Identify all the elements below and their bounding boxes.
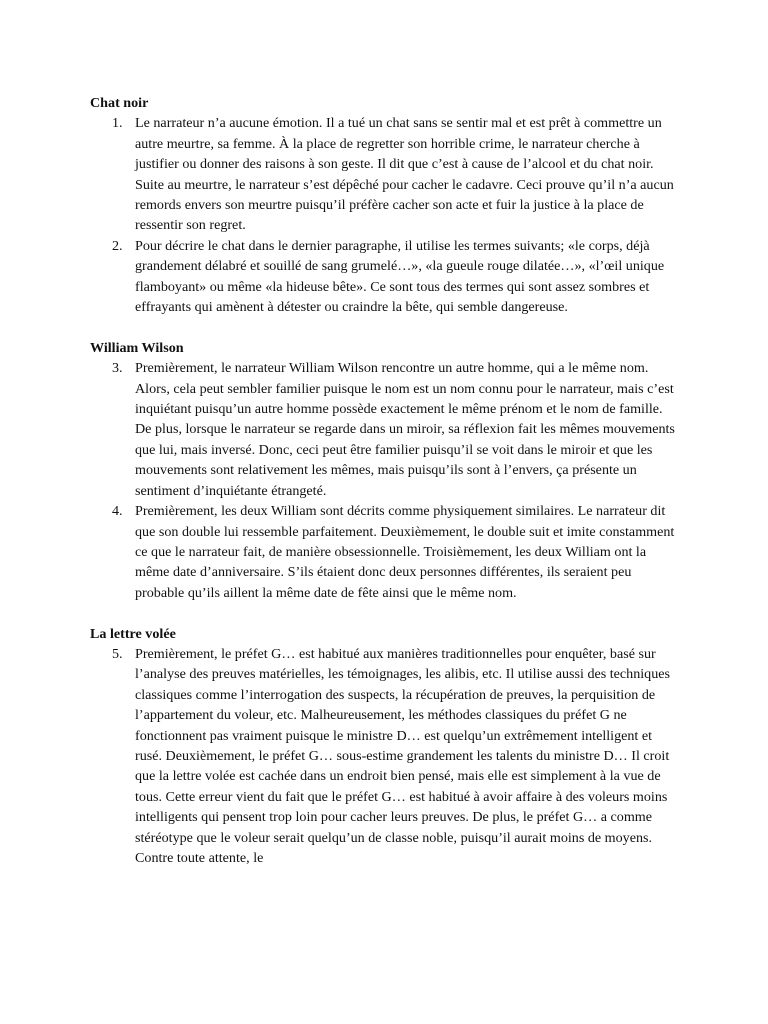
- item-text: Le narrateur n’a aucune émotion. Il a tué un chat sans se sentir mal et est prêt à commettre un autre meurtre, sa femme. À la place de regretter son horrible crime, le narrateur cherche à justifier ou donner des raisons à son geste. Il dit que c’est à cause de l’alcool et du chat noir. Suite au meurtre, le narrateur s’est dépêché pour cacher le cadavre. Ceci prouve qu’il n’a aucun remords envers son meurtre puisqu’il préfère cacher son acte et fuir la justice à la place de ressentir son regret.: [135, 115, 674, 234]
- item-number: 5.: [112, 645, 123, 662]
- list-item: [90, 236, 680, 318]
- section-la-lettre-volee: [90, 624, 680, 869]
- answer-list: [90, 358, 680, 603]
- item-text: Premièrement, le narrateur William Wilson rencontre un autre homme, qui a le même nom. Alors, cela peut sembler familier puisque le nom est un nom connu pour le narrateur, mais c’est inquiétant puisqu’un autre homme possède exactement le même prénom et le nom de famille. De plus, lorsque le narrateur se regarde dans un miroir, sa réflexion fait les mêmes mouvements que lui, mais inversé. Donc, ceci peut être familier puisqu’il se voit dans le miroir et que les mouvements sont relativement les mêmes, mais puisqu’ils sont à l’envers, ça présente un sentiment d’inquiétante étrangeté.: [135, 360, 675, 499]
- item-number: 4.: [112, 503, 123, 520]
- item-text: Pour décrire le chat dans le dernier paragraphe, il utilise les termes suivants; «le corps, déjà grandement délabré et souillé de sang grumelé…», «la gueule rouge dilatée…», «l’œil unique flamboyant» ou même «la hideuse bête». Ce sont tous des termes qui sont assez sombres et effrayants qui amènent à détester ou craindre la bête, qui semble dangereuse.: [135, 237, 665, 316]
- section-heading: Chat noir: [90, 95, 149, 111]
- item-number: 2.: [112, 237, 123, 254]
- section-chat-noir: [90, 93, 680, 317]
- answer-list: [90, 644, 680, 868]
- section-william-wilson: [90, 338, 680, 603]
- section-heading: La lettre volée: [90, 625, 176, 642]
- item-text: Premièrement, les deux William sont décrits comme physiquement similaires. Le narrateur dit que son double lui ressemble parfaitement. Deuxièmement, le double suit et imite constamment ce que le narrateur fait, de manière obsessionnelle. Troisièmement, les deux William ont la même date d’anniversaire. S’ils étaient donc deux personnes différentes, ils seraient peu probable qu’ils aillent la même date de fête ainsi que le même nom.: [135, 503, 675, 601]
- document-page: [90, 93, 680, 868]
- item-number: 1.: [112, 115, 123, 132]
- item-text: Premièrement, le préfet G… est habitué aux manières traditionnelles pour enquêter, basé sur l’analyse des preuves matérielles, les témoignages, les alibis, etc. Il utilise aussi des techniques classiques comme l’interrogation des suspects, la récupération de preuves, la perquisition de l’appartement du voleur, etc. Malheureusement, les méthodes classiques du préfet G ne fonctionnent pas vraiment puisque le ministre D… est quelqu’un extrêmement intelligent et rusé. Deuxièmement, le préfet G… sous-estime grandement les talents du ministre D… Il croit que la lettre volée est cachée dans un endroit bien pensé, mais elle est simplement à la vue de tous. Cette erreur vient du fait que le préfet G… est habitué à avoir affaire à des voleurs moins intelligents qui pensent trop loin pour cacher leurs preuves. De plus, le préfet G… a comme stéréotype que le voleur serait quelqu’un de classe noble, puisqu’il aurait moins de moyens. Contre toute attente, le: [135, 645, 671, 866]
- list-item: [90, 644, 680, 868]
- section-heading: William Wilson: [90, 339, 184, 356]
- list-item: [90, 358, 680, 501]
- answer-list: [90, 113, 680, 317]
- list-item: [90, 501, 680, 603]
- list-item: [90, 113, 680, 235]
- item-number: 3.: [112, 360, 123, 377]
